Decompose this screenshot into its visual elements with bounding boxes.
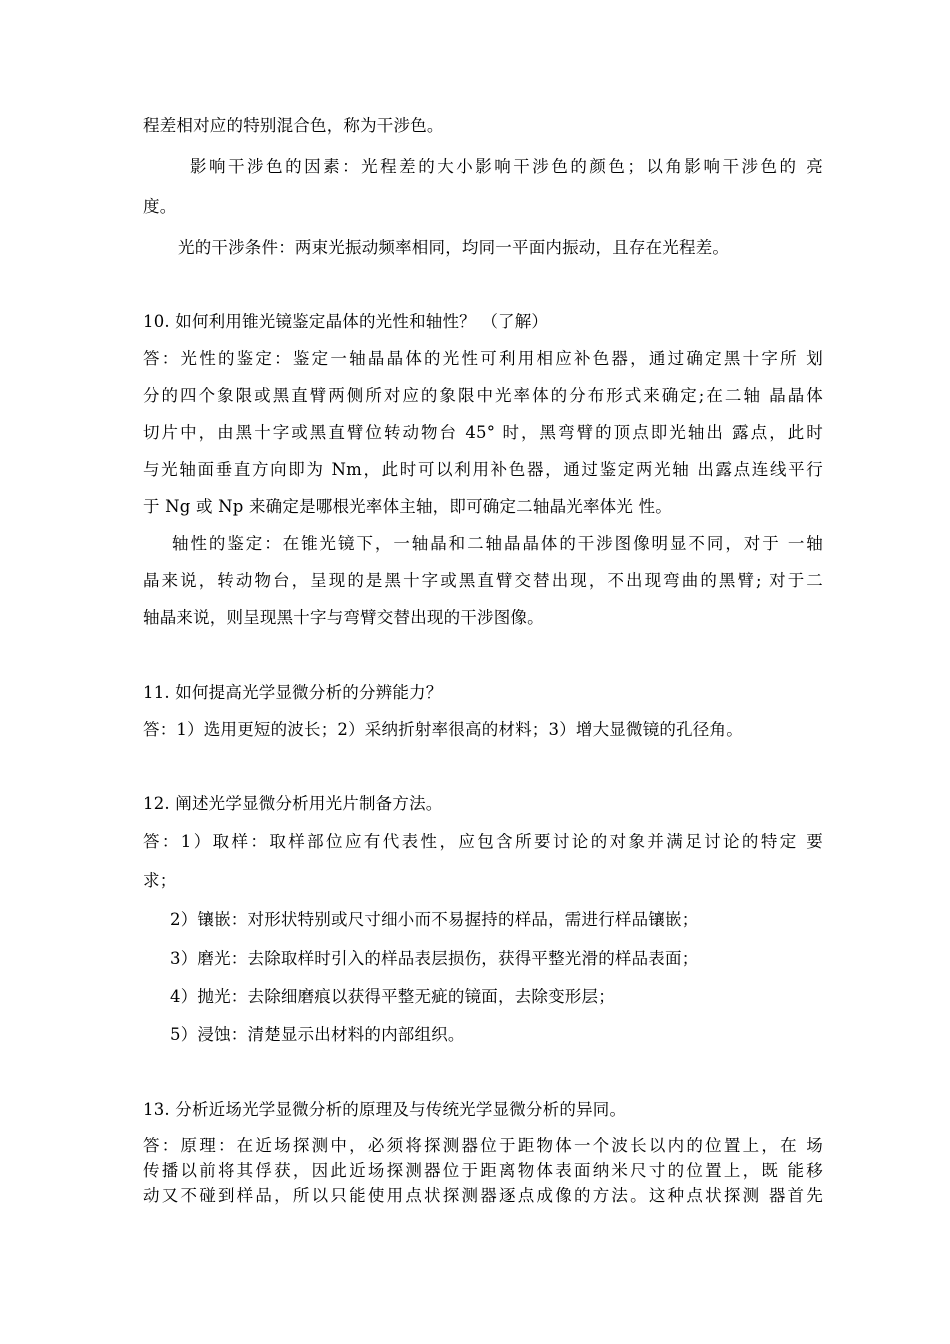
answer-13-line: 动又不碰到样品，所以只能使用点状探测器逐点成像的方法。这种点状探测 器首先 [143,1186,823,1205]
answer-10-line: 于 Ng 或 Np 来确定是哪根光率体主轴，即可确定二轴晶光率体光 性。 [143,497,672,516]
answer-10-axis-line: 轴晶来说，则呈现黑十字与弯臂交替出现的干涉图像。 [143,608,544,627]
question-10: 10. 如何利用锥光镜鉴定晶体的光性和轴性？ （了解） [143,312,549,331]
answer-12-step: 2）镶嵌：对形状特别或尺寸细小而不易握持的样品，需进行样品镶嵌； [170,910,699,929]
interference-factors-line: 影响干涉色的因素：光程差的大小影响干涉色的颜色；以角影响干涉色的 亮 [190,157,823,176]
answer-10-axis-line: 晶来说，转动物台，呈现的是黑十字或黑直臂交替出现，不出现弯曲的黑臂; 对于二 [143,571,823,590]
answer-11: 答：1）选用更短的波长；2）采纳折射率很高的材料；3）增大显微镜的孔径角。 [143,720,743,739]
answer-10-line: 分的四个象限或黑直臂两侧所对应的象限中光率体的分布形式来确定;在二轴 晶晶体 [143,386,823,405]
question-12: 12. 阐述光学显微分析用光片制备方法。 [143,794,443,813]
answer-10-line: 与光轴面垂直方向即为 Nm，此时可以利用补色器，通过鉴定两光轴 出露点连线平行 [143,460,823,479]
answer-12-step: 5）浸蚀：清楚显示出材料的内部组织。 [170,1025,465,1044]
question-13: 13. 分析近场光学显微分析的原理及与传统光学显微分析的异同。 [143,1100,627,1119]
intro-line: 程差相对应的特别混合色，称为干涉色。 [143,116,444,135]
interference-conditions: 光的干涉条件：两束光振动频率相同，均同一平面内振动，且存在光程差。 [178,238,730,257]
answer-12-line: 求； [143,871,177,890]
answer-10-axis-line: 轴性的鉴定：在锥光镜下，一轴晶和二轴晶晶体的干涉图像明显不同，对于 一轴 [172,534,823,553]
answer-13-line: 传播以前将其俘获，因此近场探测器位于距离物体表面纳米尺寸的位置上，既 能移 [143,1161,823,1180]
interference-factors-continuation: 度。 [143,197,177,216]
answer-10-line: 答：光性的鉴定：鉴定一轴晶晶体的光性可利用相应补色器，通过确定黑十字所 划 [143,349,823,368]
question-11: 11. 如何提高光学显微分析的分辨能力？ [143,683,443,702]
answer-10-line: 切片中，由黑十字或黑直臂位转动物台 45° 时，黑弯臂的顶点即光轴出 露点，此时 [143,423,823,442]
answer-12-line: 答：1）取样：取样部位应有代表性，应包含所要讨论的对象并满足讨论的特定 要 [143,832,823,851]
answer-13-line: 答：原理：在近场探测中，必须将探测器位于距物体一个波长以内的位置上，在 场 [143,1136,823,1155]
answer-12-step: 3）磨光：去除取样时引入的样品表层损伤，获得平整光滑的样品表面； [170,949,699,968]
answer-12-step: 4）抛光：去除细磨痕以获得平整无疵的镜面，去除变形层； [170,987,615,1006]
